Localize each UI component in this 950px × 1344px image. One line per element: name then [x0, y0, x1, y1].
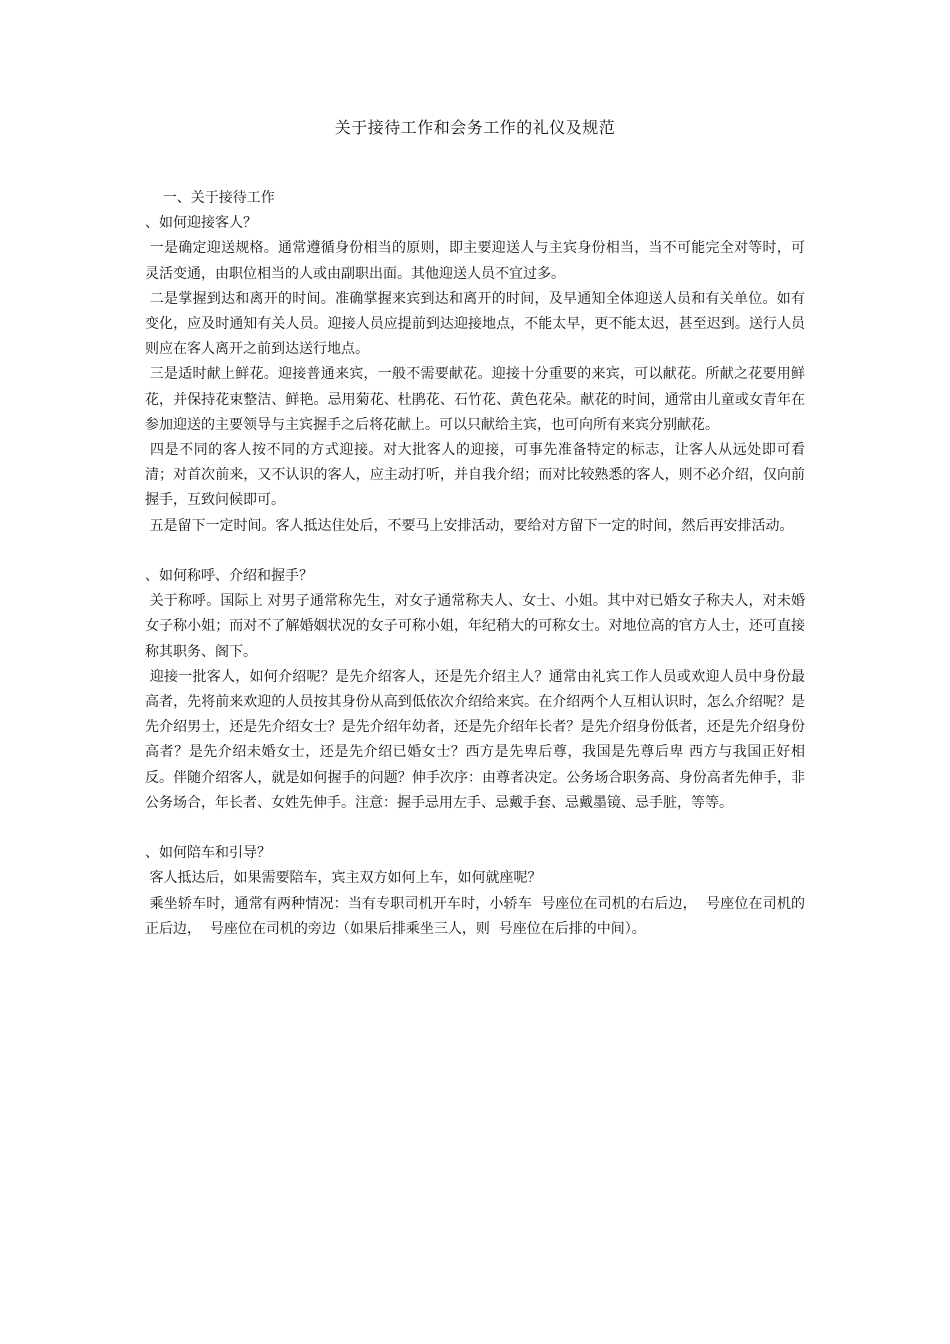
document-body	[145, 186, 805, 942]
paragraph: 四是不同的客人按不同的方式迎接。对大批客人的迎接，可事先准备特定的标志，让客人从远处即可看清；对首次前来，又不认识的客人，应主动打听，并自我介绍；而对比较熟悉的客人，则不必介绍，仅向前握手，互致问候即可。	[145, 442, 806, 509]
paragraph: 迎接一批客人，如何介绍呢？是先介绍客人，还是先介绍主人？通常由礼宾工作人员或欢迎人员中身份最高者，先将前来欢迎的人员按其身份从高到低依次介绍给来宾。在介绍两个人互相认识时，怎么介绍呢？是先介绍男士，还是先介绍女士？是先介绍年幼者，还是先介绍年长者？是先介绍身份低者，还是先介绍身份高者？是先介绍未婚女士，还是先介绍已婚女士？西方是先卑后尊，我国是先尊后卑 西方与我国正好相反。伴随介绍客人，就是如何握手的问题？伸手次序：由尊者决定。公务场合职务高、身份高者先伸手，非公务场合，年长者、女姓先伸手。注意：握手忌用左手、忌戴手套、忌戴墨镜、忌手脏，等等。	[145, 668, 805, 811]
document-title: 关于接待工作和会务工作的礼仪及规范	[334, 118, 616, 137]
paragraph: 三是适时献上鲜花。迎接普通来宾，一般不需要献花。迎接十分重要的来宾，可以献花。所献之花要用鲜花，并保持花束整洁、鲜艳。忌用菊花、杜鹃花、石竹花、黄色花朵。献花的时间，通常由儿童或女青年在参加迎送的主要领导与主宾握手之后将花献上。可以只献给主宾，也可向所有来宾分别献花。	[145, 366, 805, 433]
question-heading: 、如何称呼、介绍和握手？	[145, 568, 313, 585]
paragraph: 客人抵达后，如果需要陪车，宾主双方如何上车，如何就座呢？	[145, 870, 542, 887]
question-heading: 、如何陪车和引导？	[145, 845, 271, 862]
paragraph: 二是掌握到达和离开的时间。准确掌握来宾到达和离开的时间，及早通知全体迎送人员和有关单位。如有变化，应及时通知有关人员。迎接人员应提前到达迎接地点，不能太早，更不能太迟，甚至迟到。送行人员则应在客人离开之前到达送行地点。	[145, 290, 805, 358]
paragraph: 关于称呼。国际上 对男子通常称先生，对女子通常称夫人、女士、小姐。其中对已婚女子称夫人，对未婚女子称小姐；而对不了解婚姻状况的女子可称小姐，年纪稍大的可称女士。对地位高的官方人士，还可直接称其职务、阁下。	[145, 593, 805, 660]
paragraph: 乘坐轿车时，通常有两种情况：当有专职司机开车时，小轿车 号座位在司机的右后边， 号座位在司机的正后边， 号座位在司机的旁边（如果后排乘坐三人，则 号座位在后排的中间）。	[145, 895, 805, 937]
spacer	[145, 816, 805, 841]
spacer	[145, 539, 805, 564]
section-heading: 一、关于接待工作	[145, 190, 275, 206]
question-heading: 、如何迎接客人？	[145, 215, 257, 232]
paragraph: 一是确定迎送规格。通常遵循身份相当的原则，即主要迎送人与主宾身份相当，当不可能完全对等时，可灵活变通，由职位相当的人或由副职出面。其他迎送人员不宜过多。	[145, 240, 805, 282]
paragraph: 五是留下一定时间。客人抵达住处后，不要马上安排活动，要给对方留下一定的时间，然后再安排活动。	[145, 517, 794, 534]
